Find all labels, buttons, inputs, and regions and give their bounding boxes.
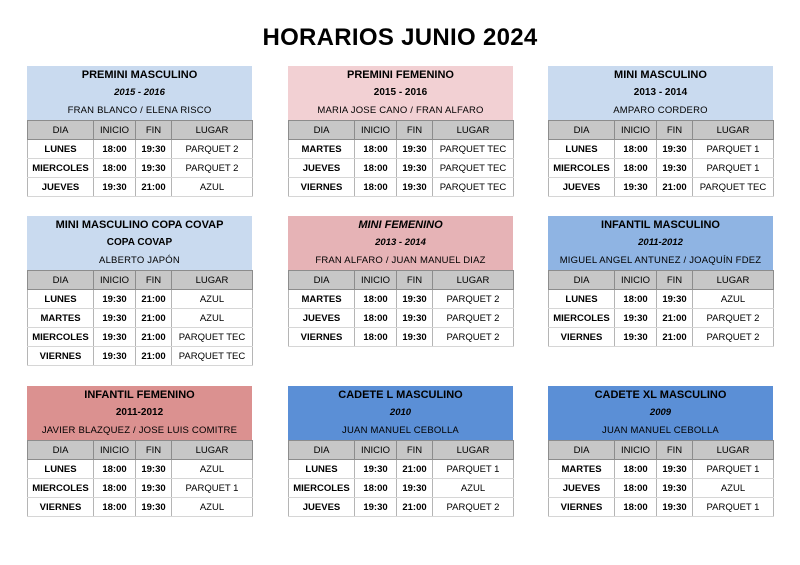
start-cell: 19:30 — [355, 498, 397, 517]
team-years: 2015 - 2016 — [114, 87, 165, 98]
table-row — [289, 479, 514, 498]
day-cell: VIERNES — [28, 347, 94, 366]
column-header-dia: DIA — [28, 121, 94, 140]
start-cell: 18:00 — [355, 479, 397, 498]
team-years: 2013 - 2014 — [633, 87, 688, 98]
place-cell: PARQUET 2 — [433, 328, 514, 347]
place-cell: PARQUET TEC — [433, 178, 514, 197]
column-header-inicio: INICIO — [355, 121, 397, 140]
place-cell: PARQUET TEC — [433, 159, 514, 178]
table-row — [28, 159, 253, 178]
day-cell: MIERCOLES — [28, 159, 94, 178]
end-cell: 21:00 — [657, 309, 693, 328]
column-header-lugar: LUGAR — [172, 121, 253, 140]
day-cell: JUEVES — [289, 309, 355, 328]
day-cell: LUNES — [28, 290, 94, 309]
day-cell: MIERCOLES — [549, 159, 615, 178]
column-header-fin: FIN — [136, 441, 172, 460]
start-cell: 19:30 — [615, 178, 657, 197]
column-header-dia: DIA — [289, 441, 355, 460]
card-header — [27, 216, 252, 270]
start-cell: 19:30 — [615, 309, 657, 328]
start-cell: 18:00 — [94, 479, 136, 498]
start-cell: 18:00 — [615, 290, 657, 309]
place-cell: PARQUET 1 — [433, 460, 514, 479]
end-cell: 19:30 — [136, 479, 172, 498]
column-header-fin: FIN — [397, 271, 433, 290]
end-cell: 19:30 — [136, 460, 172, 479]
schedule-table — [548, 270, 774, 347]
start-cell: 18:00 — [355, 178, 397, 197]
schedule-card-premini-masculino — [27, 66, 252, 197]
day-cell: LUNES — [28, 140, 94, 159]
end-cell: 21:00 — [136, 328, 172, 347]
column-header-dia: DIA — [549, 121, 615, 140]
place-cell: AZUL — [172, 309, 253, 328]
column-header-inicio: INICIO — [355, 271, 397, 290]
schedule-card-mini-femenino — [288, 216, 513, 347]
end-cell: 21:00 — [136, 178, 172, 197]
place-cell: AZUL — [693, 479, 774, 498]
day-cell: MARTES — [289, 290, 355, 309]
start-cell: 18:00 — [94, 498, 136, 517]
column-header-lugar: LUGAR — [172, 271, 253, 290]
column-header-dia: DIA — [549, 441, 615, 460]
column-header-fin: FIN — [657, 271, 693, 290]
end-cell: 19:30 — [397, 140, 433, 159]
column-header-dia: DIA — [289, 271, 355, 290]
end-cell: 19:30 — [397, 479, 433, 498]
place-cell: AZUL — [172, 178, 253, 197]
table-row — [289, 328, 514, 347]
place-cell: PARQUET 1 — [693, 140, 774, 159]
table-row — [28, 479, 253, 498]
coach-names: ALBERTO JAPÓN — [99, 255, 180, 266]
team-name: MINI FEMENINO — [358, 219, 443, 231]
column-header-dia: DIA — [289, 121, 355, 140]
schedule-table — [288, 120, 514, 197]
place-cell: AZUL — [433, 479, 514, 498]
end-cell: 21:00 — [657, 328, 693, 347]
column-header-inicio: INICIO — [94, 121, 136, 140]
column-header-lugar: LUGAR — [693, 271, 774, 290]
day-cell: MIERCOLES — [289, 479, 355, 498]
team-name: CADETE L MASCULINO — [338, 389, 463, 401]
coach-names: JUAN MANUEL CEBOLLA — [342, 425, 459, 436]
place-cell: PARQUET 2 — [433, 309, 514, 328]
card-header — [548, 386, 773, 440]
schedule-table — [548, 440, 774, 517]
day-cell: MARTES — [549, 460, 615, 479]
table-row — [549, 140, 774, 159]
place-cell: PARQUET 2 — [172, 159, 253, 178]
day-cell: MARTES — [28, 309, 94, 328]
day-cell: LUNES — [28, 460, 94, 479]
place-cell: AZUL — [172, 460, 253, 479]
end-cell: 21:00 — [136, 309, 172, 328]
team-name: MINI MASCULINO — [614, 69, 707, 81]
place-cell: PARQUET 1 — [693, 498, 774, 517]
end-cell: 19:30 — [657, 290, 693, 309]
table-row — [289, 178, 514, 197]
column-header-lugar: LUGAR — [433, 271, 514, 290]
team-years: 2015 - 2016 — [373, 87, 428, 98]
schedule-table — [27, 270, 253, 366]
column-header-inicio: INICIO — [615, 121, 657, 140]
coach-names: AMPARO CORDERO — [613, 105, 708, 116]
team-years: 2011-2012 — [638, 237, 683, 248]
place-cell: PARQUET 1 — [172, 479, 253, 498]
schedule-card-mini-masculino-copa-covap — [27, 216, 252, 366]
table-row — [28, 460, 253, 479]
start-cell: 19:30 — [94, 328, 136, 347]
card-header — [27, 66, 252, 120]
card-header — [288, 386, 513, 440]
place-cell: PARQUET 1 — [693, 460, 774, 479]
start-cell: 19:30 — [615, 328, 657, 347]
place-cell: PARQUET 2 — [433, 290, 514, 309]
coach-names: JUAN MANUEL CEBOLLA — [602, 425, 719, 436]
day-cell: JUEVES — [549, 178, 615, 197]
place-cell: PARQUET 2 — [172, 140, 253, 159]
column-header-dia: DIA — [549, 271, 615, 290]
column-header-fin: FIN — [657, 441, 693, 460]
card-header — [288, 216, 513, 270]
card-header — [288, 66, 513, 120]
column-header-lugar: LUGAR — [172, 441, 253, 460]
coach-names: FRAN ALFARO / JUAN MANUEL DIAZ — [315, 255, 486, 266]
coach-names: MIGUEL ANGEL ANTUNEZ / JOAQUÍN FDEZ — [559, 255, 762, 266]
start-cell: 18:00 — [615, 159, 657, 178]
end-cell: 21:00 — [136, 347, 172, 366]
team-years: 2009 — [649, 407, 672, 418]
day-cell: JUEVES — [549, 479, 615, 498]
place-cell: AZUL — [172, 498, 253, 517]
table-row — [549, 460, 774, 479]
start-cell: 18:00 — [355, 290, 397, 309]
table-header-row — [289, 271, 514, 290]
team-name: CADETE XL MASCULINO — [594, 389, 727, 401]
day-cell: LUNES — [289, 460, 355, 479]
start-cell: 18:00 — [615, 140, 657, 159]
place-cell: PARQUET TEC — [433, 140, 514, 159]
table-row — [28, 309, 253, 328]
end-cell: 19:30 — [136, 159, 172, 178]
day-cell: MARTES — [289, 140, 355, 159]
team-name: PREMINI MASCULINO — [81, 69, 198, 81]
start-cell: 18:00 — [615, 479, 657, 498]
start-cell: 18:00 — [615, 460, 657, 479]
column-header-lugar: LUGAR — [433, 121, 514, 140]
column-header-fin: FIN — [657, 121, 693, 140]
team-years: 2013 - 2014 — [375, 237, 426, 248]
place-cell: PARQUET TEC — [172, 328, 253, 347]
start-cell: 18:00 — [615, 498, 657, 517]
table-header-row — [549, 271, 774, 290]
schedule-table — [548, 120, 774, 197]
team-name: INFANTIL FEMENINO — [84, 389, 195, 401]
end-cell: 19:30 — [397, 290, 433, 309]
table-row — [549, 309, 774, 328]
start-cell: 18:00 — [94, 159, 136, 178]
team-years: COPA COVAP — [106, 237, 173, 248]
start-cell: 18:00 — [355, 159, 397, 178]
end-cell: 19:30 — [657, 479, 693, 498]
day-cell: MIERCOLES — [28, 479, 94, 498]
coach-names: MARIA JOSE CANO / FRAN ALFARO — [317, 105, 484, 116]
start-cell: 19:30 — [355, 460, 397, 479]
column-header-inicio: INICIO — [94, 271, 136, 290]
table-row — [289, 498, 514, 517]
column-header-inicio: INICIO — [615, 441, 657, 460]
schedule-card-infantil-femenino — [27, 386, 252, 517]
table-row — [549, 178, 774, 197]
page-title: HORARIOS JUNIO 2024 — [262, 24, 538, 51]
place-cell: AZUL — [172, 290, 253, 309]
card-header — [548, 66, 773, 120]
column-header-inicio: INICIO — [94, 441, 136, 460]
column-header-lugar: LUGAR — [433, 441, 514, 460]
schedule-table — [27, 120, 253, 197]
schedule-card-premini-femenino — [288, 66, 513, 197]
schedule-card-cadete-l-masculino — [288, 386, 513, 517]
day-cell: MIERCOLES — [549, 309, 615, 328]
start-cell: 19:30 — [94, 347, 136, 366]
schedule-card-infantil-masculino — [548, 216, 773, 347]
card-header — [548, 216, 773, 270]
table-header-row — [28, 271, 253, 290]
start-cell: 19:30 — [94, 309, 136, 328]
end-cell: 19:30 — [657, 498, 693, 517]
start-cell: 18:00 — [94, 460, 136, 479]
table-row — [28, 140, 253, 159]
end-cell: 21:00 — [136, 290, 172, 309]
team-name: PREMINI FEMENINO — [347, 69, 454, 81]
column-header-fin: FIN — [397, 121, 433, 140]
day-cell: JUEVES — [289, 498, 355, 517]
end-cell: 19:30 — [136, 498, 172, 517]
end-cell: 19:30 — [657, 159, 693, 178]
day-cell: LUNES — [549, 290, 615, 309]
end-cell: 19:30 — [397, 328, 433, 347]
schedule-table — [288, 270, 514, 347]
column-header-fin: FIN — [397, 441, 433, 460]
table-row — [289, 140, 514, 159]
end-cell: 19:30 — [657, 140, 693, 159]
card-header — [27, 386, 252, 440]
schedule-table — [27, 440, 253, 517]
coach-names: FRAN BLANCO / ELENA RISCO — [67, 105, 212, 116]
day-cell: VIERNES — [289, 178, 355, 197]
team-name: INFANTIL MASCULINO — [601, 219, 720, 231]
end-cell: 21:00 — [397, 498, 433, 517]
place-cell: PARQUET 1 — [693, 159, 774, 178]
day-cell: JUEVES — [28, 178, 94, 197]
column-header-dia: DIA — [28, 441, 94, 460]
end-cell: 19:30 — [397, 159, 433, 178]
table-row — [549, 290, 774, 309]
end-cell: 19:30 — [657, 460, 693, 479]
table-row — [549, 479, 774, 498]
team-years: 2010 — [389, 407, 412, 418]
table-header-row — [289, 121, 514, 140]
place-cell: PARQUET TEC — [172, 347, 253, 366]
team-name: MINI MASCULINO COPA COVAP — [55, 219, 224, 231]
column-header-lugar: LUGAR — [693, 121, 774, 140]
end-cell: 21:00 — [397, 460, 433, 479]
table-row — [28, 347, 253, 366]
start-cell: 18:00 — [355, 140, 397, 159]
table-header-row — [28, 121, 253, 140]
end-cell: 19:30 — [397, 309, 433, 328]
table-header-row — [28, 441, 253, 460]
day-cell: LUNES — [549, 140, 615, 159]
start-cell: 19:30 — [94, 290, 136, 309]
end-cell: 19:30 — [136, 140, 172, 159]
place-cell: PARQUET 2 — [693, 309, 774, 328]
place-cell: PARQUET TEC — [693, 178, 774, 197]
day-cell: VIERNES — [549, 498, 615, 517]
day-cell: MIERCOLES — [28, 328, 94, 347]
table-row — [549, 159, 774, 178]
column-header-fin: FIN — [136, 271, 172, 290]
table-row — [289, 290, 514, 309]
start-cell: 18:00 — [94, 140, 136, 159]
day-cell: VIERNES — [28, 498, 94, 517]
column-header-inicio: INICIO — [615, 271, 657, 290]
table-header-row — [549, 441, 774, 460]
column-header-inicio: INICIO — [355, 441, 397, 460]
start-cell: 18:00 — [355, 328, 397, 347]
column-header-lugar: LUGAR — [693, 441, 774, 460]
end-cell: 21:00 — [657, 178, 693, 197]
table-row — [28, 178, 253, 197]
table-row — [289, 159, 514, 178]
team-years: 2011-2012 — [115, 407, 164, 418]
schedule-card-mini-masculino — [548, 66, 773, 197]
end-cell: 19:30 — [397, 178, 433, 197]
place-cell: AZUL — [693, 290, 774, 309]
table-row — [289, 460, 514, 479]
schedule-card-cadete-xl-masculino — [548, 386, 773, 517]
day-cell: VIERNES — [289, 328, 355, 347]
start-cell: 19:30 — [94, 178, 136, 197]
schedule-table — [288, 440, 514, 517]
column-header-dia: DIA — [28, 271, 94, 290]
table-row — [289, 309, 514, 328]
place-cell: PARQUET 2 — [693, 328, 774, 347]
table-header-row — [549, 121, 774, 140]
table-row — [28, 498, 253, 517]
table-row — [549, 328, 774, 347]
day-cell: JUEVES — [289, 159, 355, 178]
table-row — [549, 498, 774, 517]
table-header-row — [289, 441, 514, 460]
column-header-fin: FIN — [136, 121, 172, 140]
day-cell: VIERNES — [549, 328, 615, 347]
start-cell: 18:00 — [355, 309, 397, 328]
coach-names: JAVIER BLAZQUEZ / JOSE LUIS COMITRE — [41, 425, 238, 436]
table-row — [28, 328, 253, 347]
place-cell: PARQUET 2 — [433, 498, 514, 517]
table-row — [28, 290, 253, 309]
